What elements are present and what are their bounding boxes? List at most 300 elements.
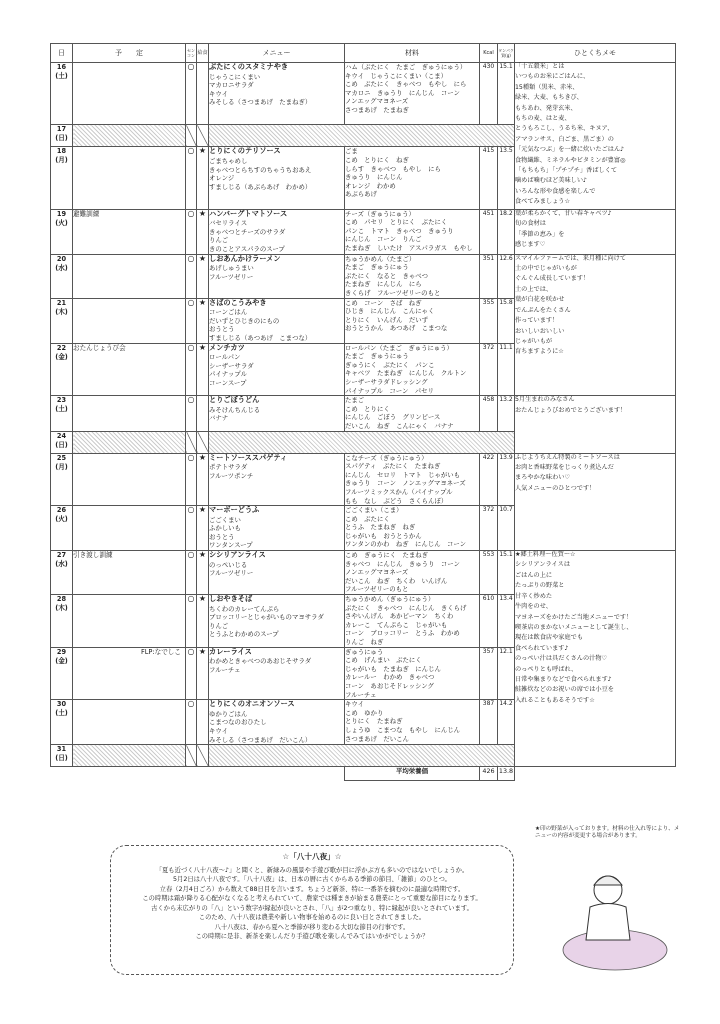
protein-value: 12.6 xyxy=(498,254,515,298)
memo-line: ごはんの上に xyxy=(515,571,553,579)
side-dish: バナナ xyxy=(209,414,229,423)
side-dish: あげしゅうまい xyxy=(209,264,254,273)
senkon-mark: ○ xyxy=(186,595,197,648)
ingredient-line: フルーツミックスかん（パイナップル xyxy=(345,487,453,496)
ingredient-line: こめ パセリ とりにく ぶたにく xyxy=(345,218,448,227)
weekday: (火) xyxy=(55,218,68,227)
memo-line: 育ちますように☆ xyxy=(515,348,564,356)
ingredient-line: とうふ たまねぎ ねぎ xyxy=(345,523,416,532)
memo-line: ★郷土料理〜佐賀〜☆ xyxy=(515,551,576,559)
ingredient-line: こめ ゆかり xyxy=(345,708,384,717)
kcal-value: 351 xyxy=(480,254,498,298)
kcal-value: 372 xyxy=(480,506,498,551)
weekday: (土) xyxy=(55,405,68,414)
menu-row xyxy=(51,254,676,298)
side-dish: ブロッコリーとじゃがいものマヨサラダ xyxy=(209,613,324,622)
main-dish: しおやきそば xyxy=(209,594,253,604)
ingredient-line: ワンタンのかわ ねぎ にんじん コーン xyxy=(345,540,467,549)
weekday: (日) xyxy=(55,134,68,143)
senkon-mark: ○ xyxy=(186,343,197,396)
kcal-value: 415 xyxy=(480,147,498,209)
memo-line: 「十五穀米」とは xyxy=(515,63,565,70)
kyushoku-mark xyxy=(197,396,209,431)
senkon-mark: ○ xyxy=(186,506,197,551)
plan-cell xyxy=(73,298,186,343)
ingredient-line: ちゅうかめん（たまご） xyxy=(345,254,416,263)
memo-line: 旬の食材は xyxy=(515,220,546,228)
holiday-slash xyxy=(186,125,197,147)
side-dish: パイナップル xyxy=(209,370,247,379)
memo-line: おたんじょうびおめでとうございます！ xyxy=(515,406,627,414)
day-cell xyxy=(51,298,73,343)
ingredient-line: にんじん コーン りんご xyxy=(345,235,422,244)
plan-cell xyxy=(73,209,186,254)
holiday-fill xyxy=(209,745,515,767)
senkon-mark: ○ xyxy=(186,453,197,506)
ingredient-line: にんじん セロリ トマト じゃがいも xyxy=(345,470,461,479)
day-number: 16 xyxy=(56,63,67,71)
header-protein: タンパク質(g) xyxy=(498,44,515,63)
plan-text: 避難訓練 xyxy=(73,209,100,218)
header-memo: ひとくちメモ xyxy=(515,44,676,63)
header-menu: メニュー xyxy=(209,44,345,63)
ingredient-line: ぎゅうにく ぶたにく パンこ xyxy=(345,360,435,369)
holiday-fill xyxy=(73,125,186,147)
ingredients-cell xyxy=(345,298,480,343)
plan-cell xyxy=(73,254,186,298)
day-number: 26 xyxy=(56,506,67,515)
plan-cell xyxy=(73,147,186,209)
ingredients-cell xyxy=(345,700,480,745)
memo-line: 葉が白花を咲かせ xyxy=(515,296,565,304)
side-dish: コーンごはん xyxy=(209,308,248,317)
memo-line: ぐんぐん成長しています！ xyxy=(515,275,590,283)
weekday: (火) xyxy=(55,515,68,524)
day-number: 23 xyxy=(56,396,67,405)
ingredient-line: オレンジ わかめ xyxy=(345,181,396,190)
day-cell xyxy=(51,254,73,298)
memo-line: のっぺりとも呼ばれ、 xyxy=(515,665,578,673)
plan-cell xyxy=(73,551,186,595)
memo-line: 喫茶店のまかないメニューとして誕生し、 xyxy=(515,623,633,631)
plan-text: 引き渡し訓練 xyxy=(73,551,113,560)
menu-row xyxy=(51,453,676,506)
senkon-mark: ○ xyxy=(186,63,197,125)
menu-cell xyxy=(209,63,345,125)
ingredients-cell xyxy=(345,647,480,700)
ingredient-line: ぶたにく きゃべつ にんじん きくらげ xyxy=(345,603,467,612)
menu-cell xyxy=(209,595,345,648)
story-line: この時期に是非、新茶を楽しんだり手遊び歌を楽しんでみてはいかがでしょうか？ xyxy=(195,933,429,940)
memo-line: お肉と香味野菜をじっくり煮込んだ xyxy=(515,463,614,471)
ingredient-line: スパゲティ ぶたにく たまねぎ xyxy=(345,462,441,471)
day-number: 28 xyxy=(56,595,67,604)
day-cell xyxy=(51,125,73,147)
memo-block xyxy=(515,453,676,551)
kyushoku-mark: ★ xyxy=(197,453,209,506)
memo-line: ふじようちえん特製のミートソースは xyxy=(515,453,620,461)
senkon-mark: ○ xyxy=(186,254,197,298)
side-dish: きゃべつとチーズのサラダ xyxy=(209,227,286,236)
memo-line: 「元気なつぶ」を一緒に炊いたごはん♪ xyxy=(515,146,625,154)
kyushoku-mark: ★ xyxy=(197,298,209,343)
main-dish: ミートソーススパゲティ xyxy=(209,452,288,462)
side-dish: のっぺいじる xyxy=(209,560,248,569)
menu-row xyxy=(51,209,676,254)
memo-line: いろんな形や食感を楽しんで xyxy=(515,187,596,195)
ingredient-line: パイナップル コーン パセリ xyxy=(345,386,434,395)
ingredient-line: だいこん ねぎ こんにゃく バナナ xyxy=(345,421,454,430)
protein-value: 13.2 xyxy=(498,396,515,431)
side-dish: キウイ xyxy=(209,89,228,98)
ingredient-line: マカロニ きゅうり にんじん コーン xyxy=(345,88,460,97)
menu-row xyxy=(51,63,676,125)
day-cell xyxy=(51,431,73,453)
kcal-value: 553 xyxy=(480,551,498,595)
kyushoku-mark: ★ xyxy=(197,595,209,648)
ingredient-line: にんじん ごぼう グリンピース xyxy=(345,413,441,422)
side-dish: コーンスープ xyxy=(209,378,247,387)
side-dish: ゆかりごはん xyxy=(209,709,248,718)
menu-row xyxy=(51,551,676,595)
day-number: 18 xyxy=(56,147,67,156)
ingredient-line: きゃべつ にんじん きゅうり コーン xyxy=(345,559,460,568)
ingredient-line: コーン ブロッコリー とうふ わかめ xyxy=(345,629,460,638)
ingredient-line: あぶらあげ xyxy=(345,190,377,199)
main-dish: とりにくのテリソース xyxy=(209,146,281,156)
memo-block xyxy=(515,551,676,767)
weekday: (土) xyxy=(55,709,68,718)
memo-line: 食べてみましょう☆ xyxy=(515,198,571,206)
weekday: (金) xyxy=(55,352,68,361)
day-number: 20 xyxy=(56,254,67,263)
memo-line: おいしいおいしい xyxy=(515,327,565,335)
side-dish: こまつなのおひたし xyxy=(209,718,267,727)
side-dish: とうふとわかめのスープ xyxy=(209,630,279,639)
memo-line: のっぺい汁は具だくさんの汁物♡ xyxy=(515,655,608,663)
ingredient-line: さつまあげ だいこん xyxy=(345,734,409,743)
senkon-mark: ○ xyxy=(186,209,197,254)
kyushoku-mark: ★ xyxy=(197,506,209,551)
kyushoku-mark: ★ xyxy=(197,551,209,595)
day-cell xyxy=(51,453,73,506)
holiday-fill xyxy=(209,431,515,453)
memo-block xyxy=(515,396,676,453)
kyushoku-mark: ★ xyxy=(197,147,209,209)
ingredients-cell xyxy=(345,63,480,125)
plan-cell xyxy=(73,700,186,745)
menu-cell xyxy=(209,647,345,700)
holiday-slash xyxy=(186,431,197,453)
memo-line: まろやかな味わい♡ xyxy=(515,474,571,482)
plan-cell xyxy=(73,453,186,506)
protein-value: 13.4 xyxy=(498,595,515,648)
memo-line: 土の上では、 xyxy=(515,285,553,293)
ingredient-line: フルーツゼリーのもと xyxy=(345,585,409,594)
memo-line: 牛肉をのせ、 xyxy=(515,603,552,611)
ingredient-line: しょうゆ こまつな もやし にんじん xyxy=(345,725,461,734)
hachijuhachiya-box xyxy=(110,845,514,975)
side-dish: わかめときゃべつのあおじそサラダ xyxy=(209,657,312,666)
memo-line: 作っています！ xyxy=(515,317,559,325)
menu-cell xyxy=(209,700,345,745)
day-number: 19 xyxy=(56,209,67,218)
protein-value: 14.2 xyxy=(498,700,515,745)
senkon-mark: ○ xyxy=(186,551,197,595)
day-number: 27 xyxy=(56,551,67,560)
menu-cell xyxy=(209,254,345,298)
story-line: 「夏も近づく八十八夜〜♪」と聞くと、新緑みの風景や手遊び歌が目に浮かぶ方も多いのではないでしょうか。 xyxy=(155,866,469,874)
holiday-slash xyxy=(197,431,209,453)
senkon-mark: ○ xyxy=(186,700,197,745)
side-dish: だいずとひじきのにもの xyxy=(209,316,280,325)
weekday: (月) xyxy=(55,462,68,471)
memo-block xyxy=(515,63,676,210)
ingredients-cell xyxy=(345,506,480,551)
memo-block xyxy=(515,209,676,254)
kyushoku-mark: ★ xyxy=(197,254,209,298)
average-kcal: 426 xyxy=(480,767,498,781)
ingredient-line: たまご xyxy=(345,396,365,405)
day-number: 24 xyxy=(56,431,67,440)
weekday: (木) xyxy=(55,604,68,613)
ingredient-line: たまご ぎゅうにゅう xyxy=(345,352,409,361)
main-dish: メンチカツ xyxy=(209,342,245,352)
memo-line: 「季節の恵み」を xyxy=(515,230,565,238)
side-dish: きゃべつとらちすのちゃうちおあえ xyxy=(209,165,312,174)
memo-line: 5月生まれのみなさん xyxy=(515,396,575,404)
memo-line: スマイルファームでは、来月種に向けて xyxy=(515,254,627,262)
main-dish: マーボーどうふ xyxy=(209,505,260,515)
story-line: 5月2日は八十八夜です。「八十八夜」は、日本の暦に古くからある季節の節目、「雑節」のひとつ。 xyxy=(173,876,451,883)
senkon-mark: ○ xyxy=(186,147,197,209)
main-dish: とりごぼうどん xyxy=(209,395,260,405)
memo-line: もちの麦、はと麦、 xyxy=(515,115,571,123)
ingredient-line: こめ げんまい ぶたにく xyxy=(345,656,422,665)
protein-value: 13.9 xyxy=(498,453,515,506)
day-cell xyxy=(51,506,73,551)
ingredient-line: ひじき にんじん こんにゃく xyxy=(345,307,435,316)
menu-cell xyxy=(209,209,345,254)
day-cell xyxy=(51,343,73,396)
kcal-value: 387 xyxy=(480,700,498,745)
side-dish: ふかしいも xyxy=(209,524,241,533)
memo-line: 鮭雑炊などのお祝いの席では小豆を xyxy=(515,686,614,694)
story-line: 八十八夜は、春から夏へと季節が移り変わる大切な節目の行事です。 xyxy=(214,923,410,931)
side-dish: みそしる（さつまあげ たまねぎ） xyxy=(209,98,312,107)
weekday: (日) xyxy=(55,440,68,449)
memo-line: じゃがいもが xyxy=(515,337,553,345)
weekday: (水) xyxy=(55,263,68,272)
ingredient-line: ノンエッグマヨネーズ xyxy=(345,568,409,577)
memo-line: 入れることもあるそうです☆ xyxy=(515,696,595,704)
menu-row xyxy=(51,396,676,431)
ingredient-line: とりにく たまねぎ xyxy=(345,717,403,726)
side-dish: おうとう xyxy=(209,325,235,334)
headscarf xyxy=(594,876,622,885)
memo-line: 現在は飲食店や家庭でも xyxy=(515,634,584,642)
ingredient-line: ロールパン（たまご ぎゅうにゅう） xyxy=(345,343,453,352)
ingredient-line: もも なし ぶどう さくらんぼ） xyxy=(345,496,448,505)
senkon-mark: ○ xyxy=(186,647,197,700)
plan-cell xyxy=(73,396,186,431)
ingredient-line: おうとうかん あつあげ こまつな xyxy=(345,324,448,333)
kcal-value: 357 xyxy=(480,647,498,700)
ingredient-line: ハム（ぶたにく たまご ぎゅうにゅう） xyxy=(345,63,467,71)
kcal-value: 355 xyxy=(480,298,498,343)
ingredients-cell xyxy=(345,209,480,254)
ingredient-line: ノンエッグマヨネーズ xyxy=(345,97,409,106)
ingredient-line: キウイ じゃうこにくまい（こま） xyxy=(345,71,448,80)
plan-cell xyxy=(73,63,186,125)
main-dish: カレーライス xyxy=(209,646,252,656)
ingredient-line: きゅうり コーン ノンエッグマヨネーズ xyxy=(345,479,466,488)
side-dish: おうとう xyxy=(209,532,235,541)
ingredient-line: じゃがいも おうとうかん xyxy=(345,531,422,540)
menu-cell xyxy=(209,298,345,343)
ingredient-line: たまねぎ にんじん にら xyxy=(345,280,422,289)
day-number: 30 xyxy=(56,700,67,709)
side-dish: みそけんちんじる xyxy=(209,405,261,414)
weekday: (木) xyxy=(55,307,68,316)
ingredient-line: ぶたにく なると きゃべつ xyxy=(345,271,429,280)
ingredients-cell xyxy=(345,147,480,209)
weekday: (日) xyxy=(55,754,68,763)
plan-cell xyxy=(73,647,186,700)
senkon-mark: ○ xyxy=(186,396,197,431)
side-dish: じゃうこにくまい xyxy=(209,72,261,81)
ingredients-cell xyxy=(345,595,480,648)
header-plan: 予 定 xyxy=(73,44,186,63)
holiday-fill xyxy=(73,745,186,767)
ingredient-line: きゅうり にんじん xyxy=(345,173,403,182)
day-cell xyxy=(51,745,73,767)
memo-line: でんぷんをたくさん xyxy=(515,306,571,314)
ingredient-line: シーザーサラダドレッシング xyxy=(345,377,428,386)
protein-value: 12.1 xyxy=(498,647,515,700)
ingredient-line: チーズ（ぎゅうにゅう） xyxy=(345,209,415,218)
kcal-value: 422 xyxy=(480,453,498,506)
story-title: ☆「八十八夜」☆ xyxy=(282,852,342,861)
memo-line: もちあわ、発芽玄米、 xyxy=(515,104,577,112)
protein-value: 13.5 xyxy=(498,147,515,209)
side-dish: ポテトサラダ xyxy=(209,463,248,472)
ingredient-line: こめ ぎゅうにく たまねぎ xyxy=(345,551,429,560)
day-cell xyxy=(51,551,73,595)
story-line: このため、八十八夜は農業や新しい物事を始めるのに良い日とされてきました。 xyxy=(198,914,426,921)
memo-line: シシリアンライスは xyxy=(515,561,571,569)
memo-line: 人気メニューのひとつです！ xyxy=(515,484,596,492)
ingredient-line: カレーこ てんぷらこ じゃがいも xyxy=(345,620,448,629)
protein-value: 15.1 xyxy=(498,63,515,125)
holiday-fill xyxy=(73,431,186,453)
ingredients-cell xyxy=(345,396,480,431)
weekday: (月) xyxy=(55,156,68,165)
ingredient-line: しらす きゃべつ もやし にら xyxy=(345,164,441,173)
day-number: 25 xyxy=(56,453,67,462)
side-dish: みそしる（さつまあげ だいこん） xyxy=(209,735,312,744)
header-kcal: Kcal xyxy=(480,44,498,63)
memo-line: 葉が柔らかくて、甘い春キャベツ♪ xyxy=(515,209,612,217)
ingredients-cell xyxy=(345,343,480,396)
average-protein: 13.8 xyxy=(498,767,515,781)
main-dish: ぶたにくのスタミナやき xyxy=(209,62,289,71)
side-dish: ロールパン xyxy=(209,353,241,362)
side-dish: オレンジ xyxy=(209,174,235,183)
kimono xyxy=(586,904,630,941)
day-cell xyxy=(51,647,73,700)
protein-value: 15.1 xyxy=(498,551,515,595)
weekday: (水) xyxy=(55,560,68,569)
memo-line: 甘辛く炒めた xyxy=(515,592,553,600)
ingredient-line: たまご ぎゅうにゅう xyxy=(345,263,409,272)
monthly-menu-table xyxy=(50,43,676,781)
main-dish: シシリアンライス xyxy=(209,550,266,560)
memo-line: 「もちもち」「プチプチ」香ばしくて xyxy=(515,167,618,175)
ingredient-line: コーン あおじそドレッシング xyxy=(345,681,434,690)
day-number: 21 xyxy=(56,298,67,307)
ingredient-line: こめ ぶたにく xyxy=(345,514,390,523)
day-cell xyxy=(51,700,73,745)
kyushoku-mark xyxy=(197,700,209,745)
menu-cell xyxy=(209,506,345,551)
holiday-slash xyxy=(186,745,197,767)
ingredient-line: こめ とりにく ねぎ xyxy=(345,155,409,164)
average-label: 平均栄養価 xyxy=(345,767,480,781)
memo-block xyxy=(515,254,676,396)
day-number: 17 xyxy=(56,125,67,134)
menu-sheet xyxy=(50,43,675,781)
side-dish: フルーツゼリー xyxy=(209,569,254,578)
weekday: (金) xyxy=(55,656,68,665)
side-dish: すましじる（あぶらあげ わかめ） xyxy=(209,182,312,191)
ingredient-line: パンこ トマト きゃべつ きゅうり xyxy=(345,226,454,235)
ingredient-line: キャベツ たまねぎ にんじん クルトン xyxy=(345,369,467,378)
kcal-value: 451 xyxy=(480,209,498,254)
senkon-mark: ○ xyxy=(186,298,197,343)
kcal-value: 372 xyxy=(480,343,498,396)
main-dish: さばのこうみやき xyxy=(209,297,267,307)
side-dish: すましじる（あつあげ こまつな） xyxy=(209,334,312,342)
memo-line: 感じます♡ xyxy=(515,240,546,248)
ingredients-cell xyxy=(345,254,480,298)
ingredient-line: さやいんげん あかピーマン ちくわ xyxy=(345,612,454,621)
memo-line: 土の中でじゃがいもが xyxy=(515,265,577,273)
menu-cell xyxy=(209,453,345,506)
ingredient-line: とりにく いんげん だいず xyxy=(345,315,429,324)
ingredient-line: フルーチェ xyxy=(345,690,377,699)
memo-line: 緑米、大麦、もちきび、 xyxy=(515,94,583,102)
ingredient-line: りんご ねぎ xyxy=(345,638,384,646)
weekday: (土) xyxy=(55,72,68,80)
day-number: 29 xyxy=(56,647,67,656)
side-dish: りんご xyxy=(209,621,229,630)
menu-cell xyxy=(209,551,345,595)
kcal-value: 458 xyxy=(480,396,498,431)
side-dish: バセリライス xyxy=(209,219,248,228)
side-dish: キウイ xyxy=(209,726,228,735)
ingredient-line: じゃがいも たまねぎ にんじん xyxy=(345,664,441,673)
holiday-slash xyxy=(197,745,209,767)
memo-line: 15種類（黒米、赤米、 xyxy=(515,83,579,91)
memo-line: たっぷりの野菜と xyxy=(515,582,565,590)
holiday-slash xyxy=(197,125,209,147)
memo-line: 食べられています♪ xyxy=(515,644,569,652)
story-line: 立春（2月4日ごろ）から数えて88日目を言います。ちょうど新茶、特に一番茶を摘むのに最適な時期です。 xyxy=(159,885,465,893)
tea-picker-illustration xyxy=(560,855,670,975)
plan-text: おたんじょうび会 xyxy=(73,343,126,352)
side-dish: ごまちゃめし xyxy=(209,156,248,165)
